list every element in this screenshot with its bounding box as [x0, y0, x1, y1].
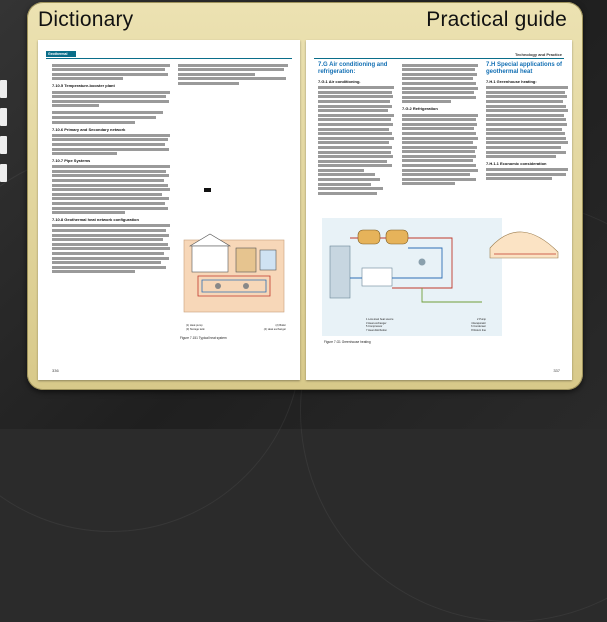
- backdrop-bottom: [0, 397, 607, 429]
- left-edge-tab[interactable]: [0, 164, 7, 182]
- page-number: 336: [52, 368, 59, 373]
- running-head-rule: [46, 58, 292, 59]
- section-heading: 7.G.2 Refrigeration: [402, 106, 438, 112]
- section-heading: 7.H.1 Greenhouse heating:: [486, 79, 537, 84]
- running-head-rule: [314, 58, 564, 59]
- left-edge-tab[interactable]: [0, 108, 7, 126]
- section-heading: 7.G.1 Air conditioning.: [318, 79, 361, 84]
- right-column-1: [318, 62, 394, 196]
- left-text-column: [52, 62, 170, 275]
- section-heading: 7.10.5 Temperature-booster plant: [52, 83, 115, 89]
- figure-caption: Figure 7.151 Typical heat system: [180, 336, 227, 340]
- dictionary-tab[interactable]: Dictionary: [38, 8, 134, 31]
- page-number: 337: [553, 368, 560, 373]
- book-viewer-frame: [27, 2, 583, 390]
- right-page[interactable]: [306, 40, 572, 380]
- left-page[interactable]: [38, 40, 300, 380]
- figure-legend: 1 Low-level heat source 2 Pump 3 Heat exchanger 4 Evaporator 5 Compressor 6 Condenser 7 Heat distribution 8 Return line: [366, 318, 486, 332]
- left-text-column-2: [178, 62, 288, 87]
- section-heading: 7.10.8 Geothermal heat network configuration: [52, 217, 139, 223]
- practical-guide-tab[interactable]: Practical guide: [426, 8, 567, 31]
- right-column-3: [486, 62, 568, 182]
- section-heading: 7.H.1.1 Economic consideration: [486, 161, 547, 167]
- section-heading: 7.10.7 Pipe Systems: [52, 158, 91, 164]
- section-7g-title: 7.G Air conditioning and refrigeration:: [318, 62, 388, 75]
- figure-caption: Figure 7.G1 Greenhouse heating: [324, 340, 371, 344]
- section-heading: 7.10.6 Primary and Secondary network: [52, 126, 126, 132]
- left-edge-tab[interactable]: [0, 80, 7, 98]
- right-column-2: [402, 62, 478, 187]
- heat-system-figure[interactable]: [178, 188, 290, 318]
- left-edge-tab[interactable]: [0, 136, 7, 154]
- section-7h-title: 7.H Special applications of geothermal heat: [486, 62, 563, 75]
- figure-legend: (1) Heat pump (2) Boiler (3) Storage tank (4) Heat exchanger: [186, 324, 286, 331]
- running-head-bar: [46, 51, 76, 57]
- running-head: Technology and Practice: [514, 52, 562, 57]
- heat-system-diagram: [178, 188, 290, 318]
- running-head: Geothermal: [48, 52, 68, 56]
